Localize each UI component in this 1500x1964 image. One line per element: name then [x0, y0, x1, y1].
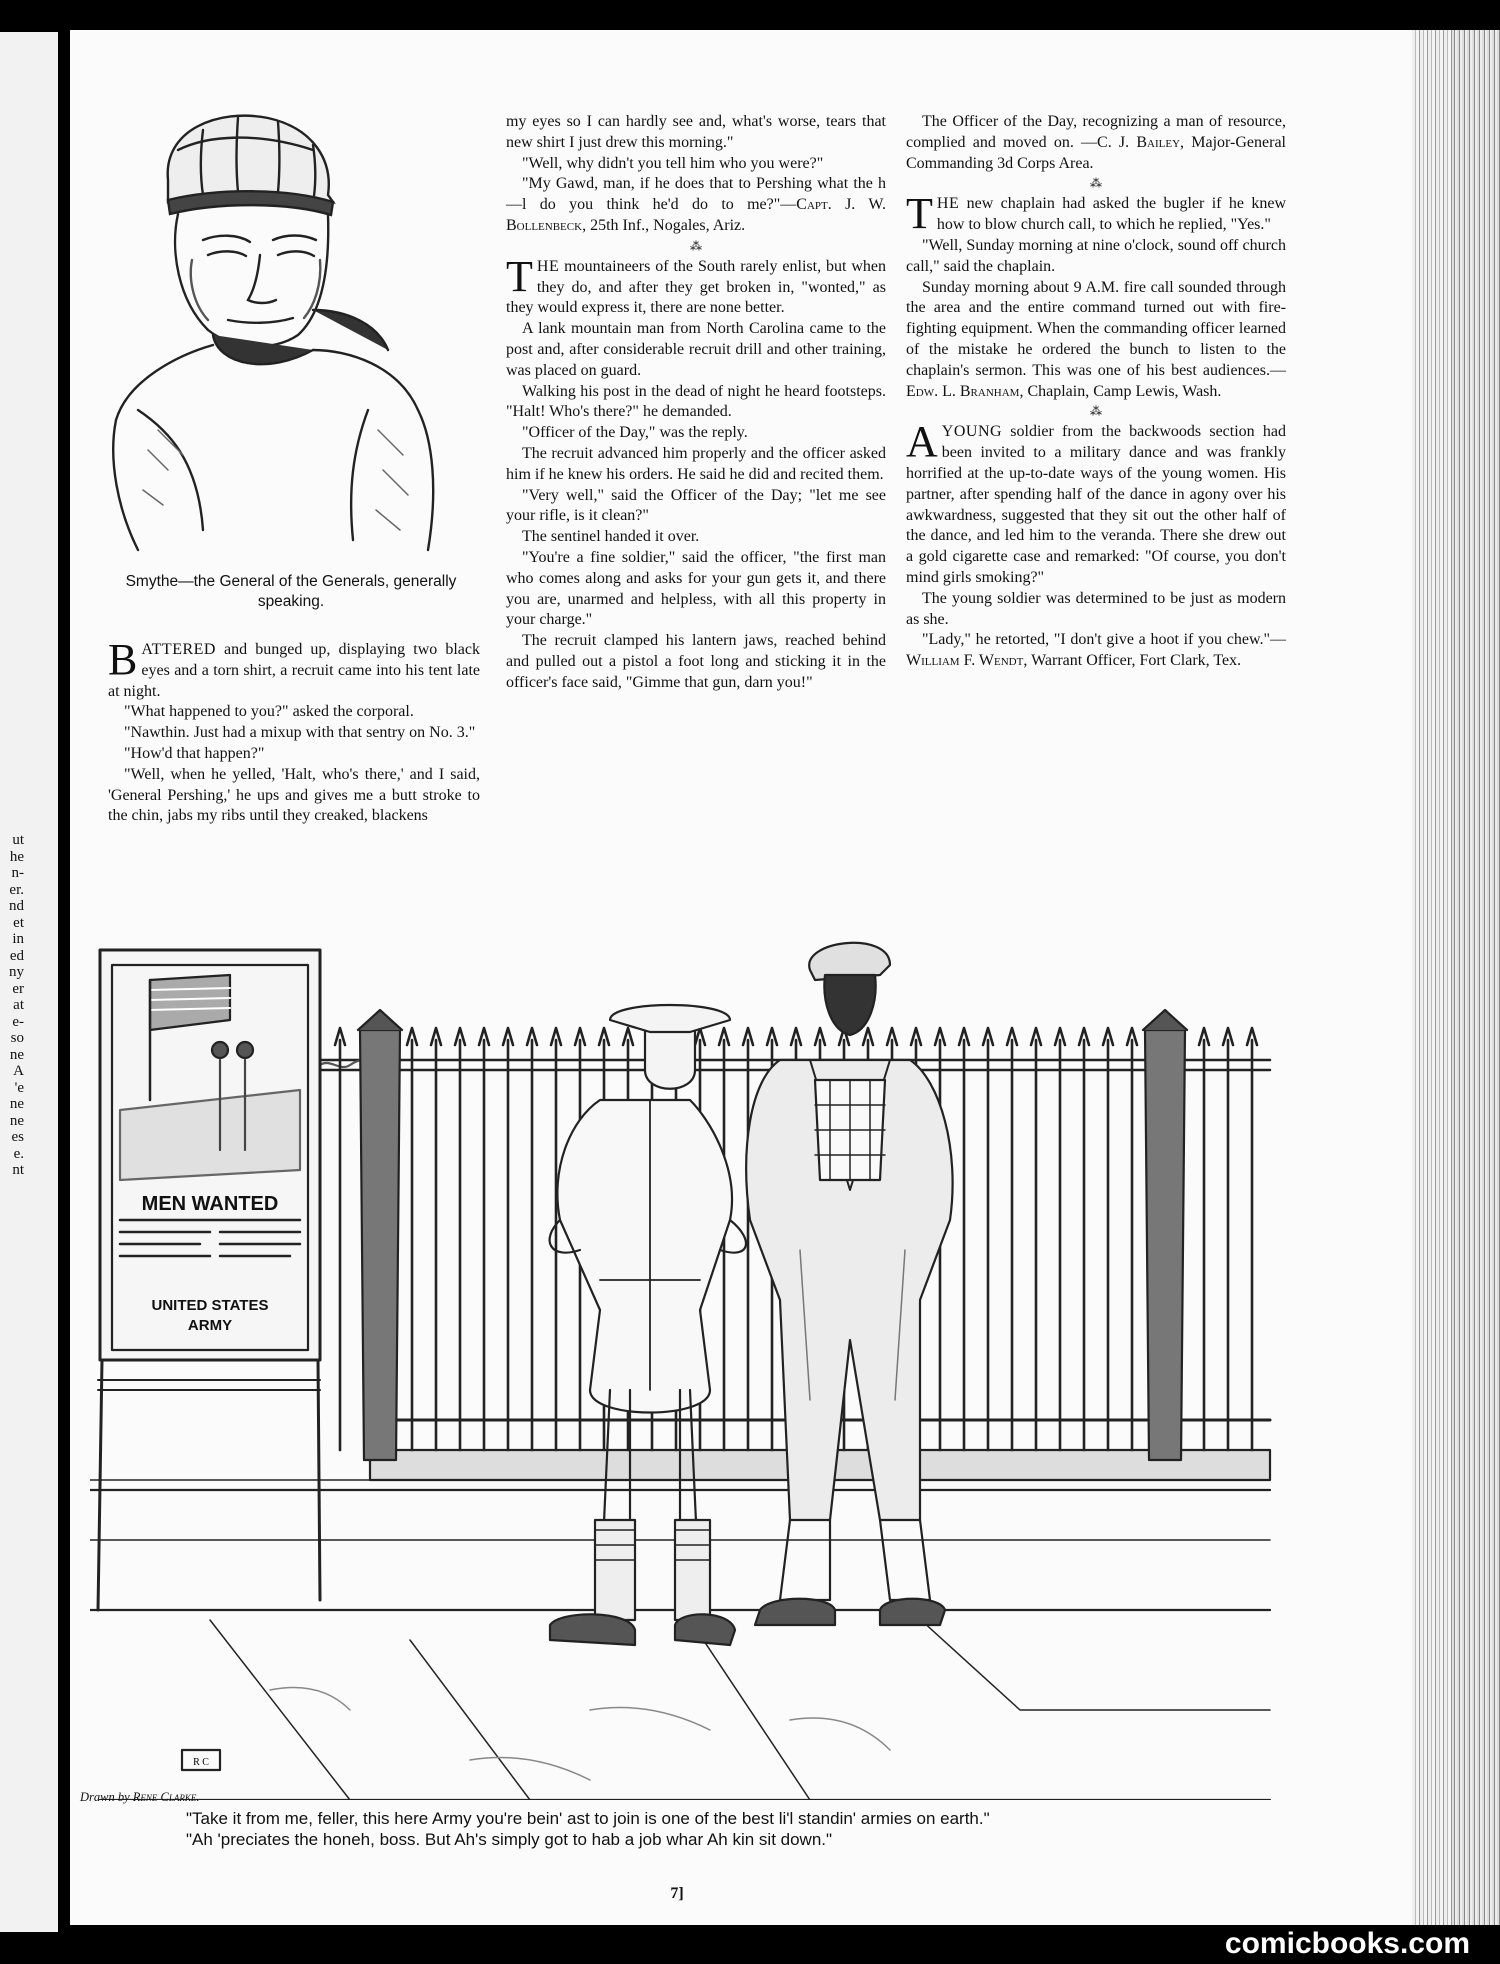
illustration-credit: Drawn by Rene Clarke.: [80, 1790, 200, 1804]
facing-page-fragment: so: [10, 1030, 24, 1046]
bound-page-edges: [1412, 30, 1500, 1925]
text-column-1: [108, 635, 480, 827]
facing-page-fragment: nd: [9, 898, 24, 914]
facing-page-fragment: ut: [12, 832, 24, 848]
byline-bailey: C. J. Bailey: [1097, 133, 1181, 151]
story-battered-paragraph-4: "How'd that happen?": [124, 744, 265, 762]
page-number: 7]: [670, 1885, 684, 1902]
recruiting-cartoon-illustration: [90, 920, 1280, 1800]
facing-page-fragment: ne: [9, 1112, 24, 1129]
facing-page-fragment: er: [12, 980, 24, 997]
portrait-caption: Smythe—the General of the Generals, generally speaking.: [125, 573, 457, 610]
dialogue-line-recruit: "Ah 'preciates the honeh, boss. But Ah's simply got to hab a job whar Ah kin sit down.": [186, 1830, 833, 1849]
artist-monogram: R C: [193, 1757, 209, 1768]
facing-page-fragment: he: [9, 848, 24, 865]
story-dance-paragraph-1: AYOUNG soldier from the backwoods section had been invited to a military dance and was frankly horrified at the up-to-date ways of the young women. His partner, after spending half of the dance in agony over his awkwardness, suggested that they sit out the other half of the dance, and led him to the veranda. There she drew out a gold cigarette case and remarked: "Of course, you don't mind girls smoking?": [906, 417, 1286, 586]
facing-page-fragment: ny: [9, 964, 24, 980]
facing-page-edge: [0, 32, 58, 1932]
facing-page-text-fragments: [0, 832, 24, 1179]
watermark: comicbooks.com: [1224, 1927, 1470, 1960]
smythe-portrait-illustration: [108, 110, 488, 560]
facing-page-fragment: nt: [12, 1162, 24, 1178]
facing-page-fragment: A: [13, 1063, 24, 1079]
facing-page-fragment: ne: [9, 1046, 24, 1063]
byline-branham: Edw. L. Branham: [906, 382, 1020, 400]
story-battered-paragraph-5: "Well, when he yelled, 'Halt, who's there,' and I said, 'General Pershing,' he ups and gives me a butt stroke to the chin, jabs my ribs until they creaked, blackens: [108, 765, 480, 825]
story-battered-paragraph-3: "Nawthin. Just had a mixup with that sentry on No. 3.": [124, 724, 476, 742]
story-battered-continued: my eyes so I can hardly see and, what's worse, tears that new shirt I just drew this morning.": [506, 113, 886, 151]
text-column-3: The Officer of the Day, recognizing a man of resource, complied and moved on. —C. J. Bailey, Major-General Commanding 3d Corps Area. ⁂ THE new chaplain had asked the bugler if he knew how to blow church call, to which he replied, "Yes." "Well, Sunday morning at nine o'clock, sound off church call," said the chaplain. Sunday morning about 9 A.M. fire call sounded through the area and the entire command turned out with fire-fighting equipment. When the commanding officer learned of the mistake he ordered the bunch to listen to the chaplain's sermon. This was one of his best audiences.—Edw. L. Branham, Chaplain, Camp Lewis, Wash. ⁂ AYOUNG soldier from the backwoods section had been invited to a military dance and was frankly horrified at the up-to-date ways of the young women. His partner, after spending half of the dance in agony over his awkwardness, suggested that they sit out the other half of the dance, and led him to the veranda. There she drew out a gold cigarette case and remarked: "Of course, you don't mind girls smoking?" The young soldier was determined to be just as modern as she. "Lady," he retorted, "I don't give a hoot if you chew."—William F. Wendt, Warrant Officer, Fort Clark, Tex.: [906, 113, 1287, 670]
text-column-2: my eyes so I can hardly see and, what's worse, tears that new shirt I just drew this morning." "Well, why didn't you tell him who you were?" "My Gawd, man, if he does that to Pershing what the h—l do you think he'd do to me?"—Capt. J. W. Bollenbeck, 25th Inf., Nogales, Ariz. ⁂ THE mountaineers of the South rarely enlist, but when they do, and after they get broken in, "wonted," as they would express it, there are none better. A lank mountain man from North Carolina came to the post and, after considerable recruit drill and other training, was placed on guard. Walking his post in the dead of night he heard footsteps. "Halt! Who's there?" he demanded. "Officer of the Day," was the reply. The recruit advanced him properly and the officer asked him if he knew his orders. He said he did and recited them. "Very well," said the Officer of the Day; "let me see your rifle, is it clean?" The sentinel handed it over. "You're a fine soldier," said the officer, "the first man who comes along and asks for your gun gets it, and there you are, unarmed and helpless, with all this property in your charge." The recruit clamped his lantern jaws, reached behind and pulled out a pistol a foot long and sticking it in the officer's face said, "Gimme that gun, darn you!": [506, 113, 886, 691]
story-battered-paragraph-2: "What happened to you?" asked the corporal.: [124, 703, 414, 721]
facing-page-fragment: 'e: [14, 1079, 24, 1096]
cartoon-dialogue: [140, 1808, 1220, 1850]
poster-footer-line-2: ARMY: [187, 1317, 233, 1334]
section-separator: ⁂: [690, 238, 702, 253]
facing-page-fragment: in: [12, 931, 24, 947]
section-separator: ⁂: [1090, 176, 1102, 191]
facing-page-fragment: e-: [12, 1013, 24, 1030]
facing-page-fragment: n-: [11, 865, 24, 881]
drop-cap: B: [108, 635, 138, 684]
facing-page-fragment: et: [13, 914, 24, 931]
facing-page-fragment: e.: [13, 1145, 24, 1162]
facing-page-fragment: ne: [9, 1096, 24, 1112]
facing-page-fragment: ed: [9, 947, 24, 964]
drop-cap: T: [506, 251, 533, 301]
byline-wendt: William F. Wendt: [906, 652, 1024, 670]
drop-cap: T: [906, 189, 933, 239]
drop-cap: A: [906, 417, 938, 467]
story-chaplain-paragraph-1: THE new chaplain had asked the bugler if he knew how to blow church call, to which he replied, "Yes.": [906, 189, 1286, 239]
facing-page-fragment: er.: [9, 881, 24, 898]
facing-page-fragment: at: [13, 997, 24, 1013]
poster-footer-line-1: UNITED STATES: [151, 1297, 269, 1314]
poster-headline: MEN WANTED: [141, 1193, 279, 1215]
byline-bollenbeck: Capt. J. W. Bollenbeck: [506, 196, 886, 234]
story-mountaineer-paragraph-1: THE mountaineers of the South rarely enlist, but when they do, and after they get broken in, "wonted," as they would express it, there are none better.: [506, 251, 886, 317]
story-battered-paragraph-1: BATTERED and bunged up, displaying two black eyes and a torn shirt, a recruit came into his tent late at night.: [108, 635, 480, 700]
dialogue-line-officer: "Take it from me, feller, this here Army you're bein' ast to join is one of the best li'l standin' armies on earth.": [186, 1809, 990, 1828]
story-mountaineer-ending: The Officer of the Day, recognizing a man of resource, complied and moved on. —C. J. Bailey, Major-General Commanding 3d Corps Area.: [906, 113, 1287, 172]
section-separator: ⁂: [1090, 404, 1102, 419]
facing-page-fragment: es: [11, 1129, 24, 1145]
